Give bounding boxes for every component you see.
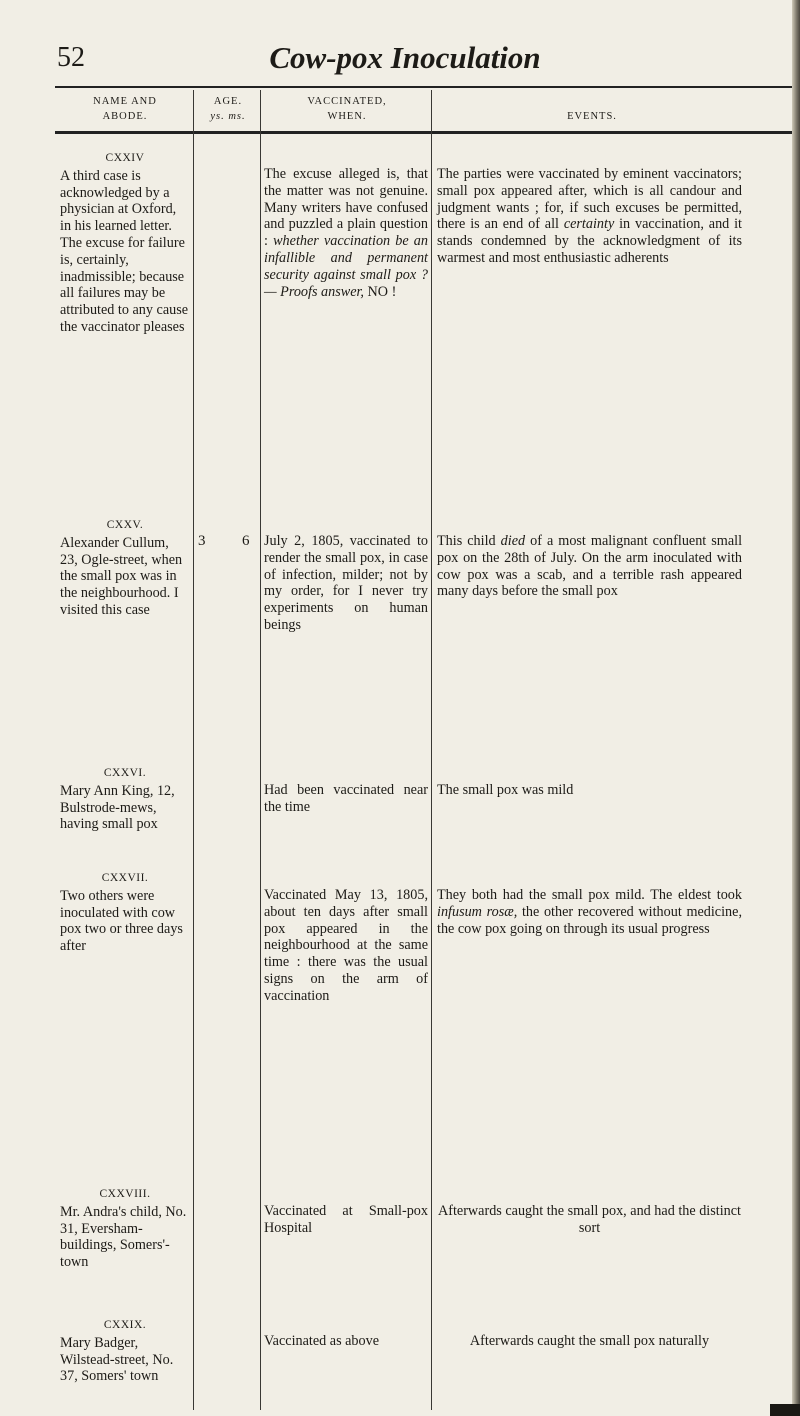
column-divider: [193, 90, 194, 1410]
entry-events-cell: [437, 1203, 742, 1237]
column-title-vaccinated: VACCINATED,: [307, 96, 387, 107]
running-title: Cow-pox Inoculation: [269, 40, 541, 75]
events-text: the other recovered without medicine, the cow pox going on through its usual progress: [437, 903, 742, 937]
scan-corner-mark: [770, 1404, 800, 1416]
page-number: 52: [57, 42, 85, 73]
events-text: The parties were vaccinated by eminent vaccinators; small pox appeared after, which is all candour and judgment wants ; for, if such excuses be permitted, there is an end of all: [437, 166, 742, 233]
column-subtitle-vaccinated: WHEN.: [327, 111, 367, 122]
entry-vaccinated-cell: [264, 166, 428, 300]
column-subtitle-age: ys. ms.: [210, 111, 246, 122]
entry-number: CXXVII.: [101, 872, 149, 884]
entry-name-cell: [60, 150, 190, 336]
age-months: 6: [242, 533, 250, 549]
entry-number: CXXIV: [105, 152, 145, 164]
column-divider: [260, 90, 261, 1410]
entry-name-cell: [60, 765, 190, 833]
age-years: 3: [198, 533, 206, 549]
vaccinated-text: Vaccinated May 13, 1805, about ten days after small pox appeared in the neighbourhood at the same time : there was the usual signs on the arm of vaccination: [264, 887, 428, 1004]
events-text: of a most malignant confluent small pox on the 28th of July. On the arm inoculated with cow pox was a scab, and a terrible rash appeared many days before the small pox: [437, 533, 743, 600]
entry-name-text: A third case is acknowledged by a physician at Oxford, in his learned letter. The excuse for failure is, certainly, inadmissible; because all failures may be attributed to any cause the vaccinator pleases: [60, 167, 189, 335]
entry-name-text: Alexander Cullum, 23, Ogle-street, when the small pox was in the neighbourhood. I visited this case: [60, 534, 183, 618]
column-title-age: AGE.: [213, 96, 243, 107]
column-subtitle-name: ABODE.: [102, 111, 148, 122]
entry-age-cell: [198, 533, 258, 553]
entry-events-cell: [437, 533, 742, 600]
vaccinated-text: Vaccinated at Small-pox Hospital: [264, 1203, 428, 1236]
vaccinated-text-italic: whether vaccination be an infallible and permanent security against small pox ? — Proofs answer,: [264, 233, 428, 300]
entry-vaccinated-cell: [264, 1203, 428, 1237]
entry-vaccinated-cell: [264, 533, 428, 634]
entry-vaccinated-cell: [264, 782, 428, 816]
entry-number: CXXIX.: [103, 1319, 147, 1331]
events-text: in vaccination, and it stands condemned by the acknowledgment of its warmest and most enthusiastic adherents: [437, 216, 742, 266]
events-text-italic: infusum rosæ,: [437, 903, 518, 920]
events-text: This child: [437, 533, 501, 549]
entry-number: CXXVIII.: [99, 1188, 151, 1200]
entry-vaccinated-cell: [264, 887, 428, 1005]
entry-number: CXXV.: [106, 519, 144, 531]
entry-name-cell: [60, 1186, 190, 1271]
vaccinated-text: NO !: [363, 283, 397, 300]
column-title-events: EVENTS.: [567, 111, 617, 122]
entry-events-cell: [437, 887, 742, 937]
entry-name-text: Mary Ann King, 12, Bulstrode-mews, having small pox: [60, 782, 175, 833]
entry-events-cell: [437, 166, 742, 267]
entry-vaccinated-cell: [264, 1333, 428, 1350]
column-title-name: NAME AND: [93, 96, 157, 107]
events-text: Afterwards caught the small pox naturally: [469, 1333, 710, 1349]
top-rule: [55, 86, 795, 88]
column-header-name: [60, 94, 190, 124]
entry-name-text: Two others were inoculated with cow pox two or three days after: [60, 887, 183, 955]
vaccinated-text: Vaccinated as above: [264, 1333, 380, 1349]
column-header-vaccinated: [262, 94, 432, 124]
events-text-italic: died: [500, 533, 526, 549]
column-header-events: [432, 109, 752, 124]
entry-name-cell: [60, 517, 190, 619]
entry-events-cell: [437, 782, 742, 799]
events-text: They both had the small pox mild. The eldest took: [437, 887, 742, 903]
entry-name-cell: [60, 870, 190, 955]
entry-name-text: Mary Badger, Wilstead-street, No. 37, Somers' town: [60, 1334, 174, 1385]
events-text: Afterwards caught the small pox, and had the distinct sort: [438, 1203, 741, 1236]
events-text-italic: certainty: [563, 216, 615, 233]
column-header-age: [194, 94, 262, 124]
vaccinated-text: The excuse alleged is, that the matter was not genuine. Many writers have confused and puzzled a plain question :: [264, 166, 428, 250]
events-text: The small pox was mild: [437, 782, 574, 798]
entry-name-text: Mr. Andra's child, No. 31, Eversham-buildings, Somers'-town: [60, 1203, 187, 1271]
vaccinated-text: Had been vaccinated near the time: [264, 782, 428, 815]
column-divider: [431, 90, 432, 1410]
header-rule: [55, 131, 795, 134]
entry-events-cell: [437, 1333, 742, 1350]
page-edge-shadow: [792, 0, 800, 1416]
vaccinated-text: July 2, 1805, vaccinated to render the small pox, in case of infection, milder; not by my order, for I never try experiments on human beings: [264, 533, 428, 633]
page-header: [55, 40, 755, 80]
entry-number: CXXVI.: [103, 767, 147, 779]
entry-name-cell: [60, 1317, 190, 1385]
